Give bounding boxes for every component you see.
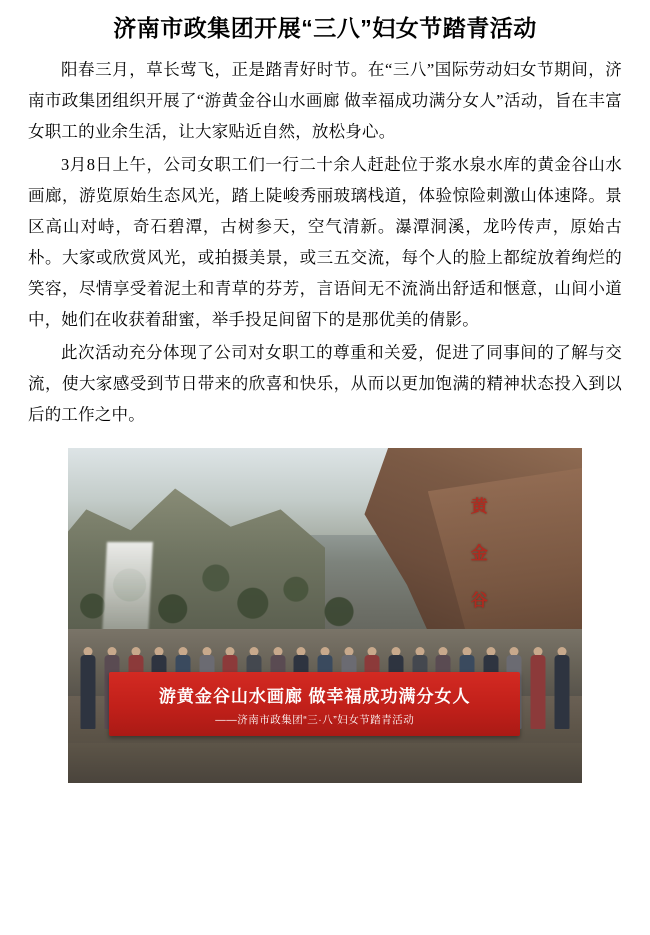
banner-main-text: 游黄金谷山水画廊 做幸福成功满分女人: [158, 686, 471, 706]
banner-sub-text: ——济南市政集团“三·八”妇女节踏青活动: [215, 713, 415, 726]
paragraph-3: 此次活动充分体现了公司对女职工的尊重和关爱，促进了同事间的了解与交流，使大家感受到节日带来的欣喜和快乐，从而以更加饱满的精神状态投入到以后的工作之中。: [28, 342, 622, 424]
document-page: [0, 14, 650, 935]
inscription-char-1: 黄: [470, 497, 488, 517]
person: [78, 647, 98, 729]
person-body: [554, 655, 569, 729]
person: [551, 647, 571, 729]
paragraph-1: 阳春三月，草长莺飞，正是踏青好时节。在“三八”国际劳动妇女节期间，济南市政集团组织开展了“游黄金谷山水画廊 做幸福成功满分女人”活动，旨在丰富女职工的业余生活，让大家贴近自然，放松身心。: [28, 59, 622, 141]
inscription-char-3: 谷: [470, 591, 488, 611]
photo-background: [68, 448, 582, 783]
page-title: 济南市政集团开展“三八”妇女节踏青活动: [113, 15, 537, 41]
foreground-rocks: [68, 743, 582, 783]
person-body: [530, 655, 545, 729]
event-banner: [109, 672, 520, 736]
paragraph-2: 3月8日上午，公司女职工们一行二十余人赶赴位于浆水泉水库的黄金谷山水画廊，游览原始生态风光，踏上陡峻秀丽玻璃栈道，体验惊险刺激山体速降。景区高山对峙，奇石碧潭，古树参天，空气清新。瀑潭洞溪，龙吟传声，原始古朴。大家或欣赏风光，或拍摄美景，或三五交流，每个人的脸上都绽放着绚烂的笑容，尽情享受着泥土和青草的芬芳，言语间无不流淌出舒适和惬意，山间小道中，她们在收获着甜蜜，举手投足间留下的是那优美的倩影。: [28, 154, 622, 329]
article-body: [28, 54, 622, 430]
group-photo: [68, 448, 582, 783]
person: [528, 647, 548, 729]
cliff-inscription: [423, 481, 536, 622]
person-body: [81, 655, 96, 729]
inscription-char-2: 金: [470, 544, 488, 564]
